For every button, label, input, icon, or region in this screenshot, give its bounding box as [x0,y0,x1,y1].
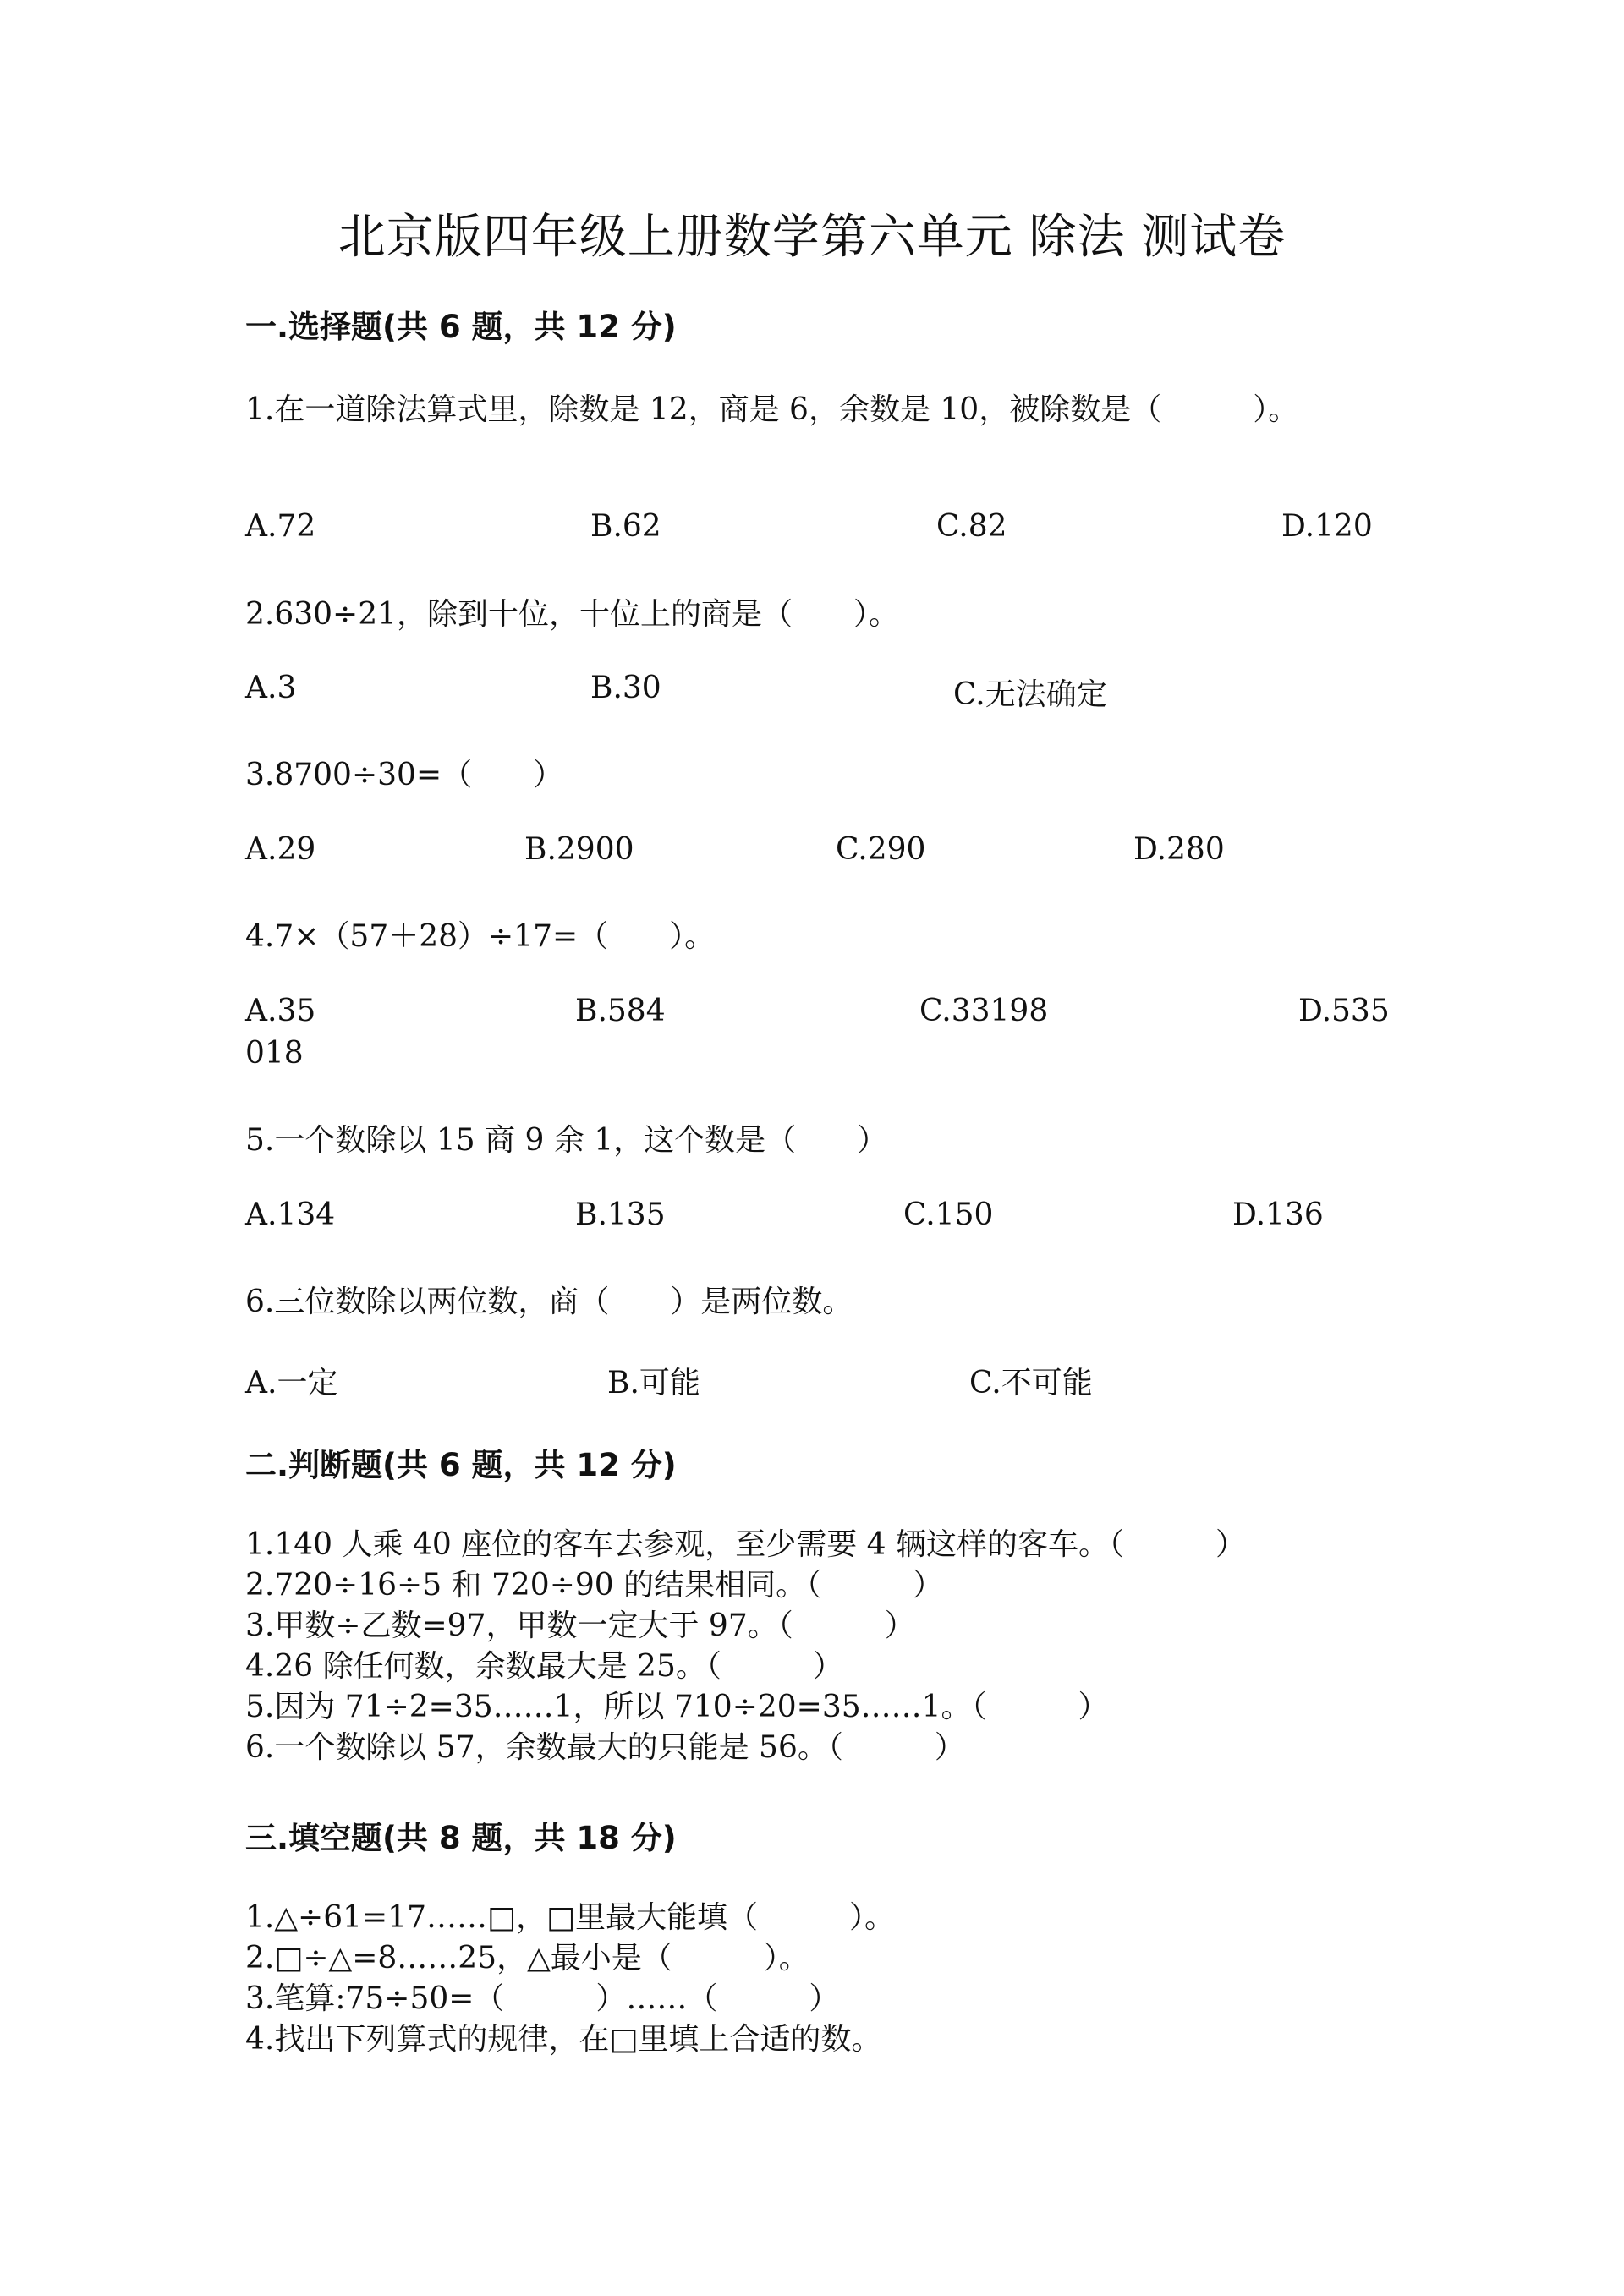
judge-item-4: 4.26 除任何数，余数最大是 25。（ ） [245,1649,843,1684]
choice-q5-option-b: B.135 [575,1197,666,1232]
choice-q5-option-d: D.136 [1232,1197,1324,1232]
fill-item-1: 1.△÷61=17……□，□里最大能填（ ）。 [245,1900,896,1935]
choice-q4-option-c: C.33198 [919,994,1049,1028]
choice-q2-option-b: B.30 [590,671,661,705]
choice-q4-option-a: A.35 [245,994,316,1028]
choice-question-6: 6.三位数除以两位数，商（ ）是两位数。 [245,1285,853,1319]
section-heading-choice: 一.选择题(共 6 题，共 12 分) [245,309,677,345]
choice-q2-option-a: A.3 [245,671,297,705]
choice-q1-option-c: C.82 [936,509,1007,544]
choice-question-4: 4.7×（57＋28）÷17=（ ）。 [245,919,716,954]
judge-item-3: 3.甲数÷乙数=97，甲数一定大于 97。（ ） [245,1608,915,1643]
choice-q4-option-d: D.535 [1298,994,1390,1028]
section-heading-judge: 二.判断题(共 6 题，共 12 分) [245,1447,677,1483]
judge-item-5: 5.因为 71÷2=35……1，所以 710÷20=35……1。（ ） [245,1690,1109,1724]
choice-q5-option-a: A.134 [245,1197,336,1232]
choice-q2-option-c: C.无法确定 [953,677,1107,712]
choice-question-3: 3.8700÷30=（ ） [245,758,564,792]
choice-q5-option-c: C.150 [903,1197,994,1232]
judge-item-6: 6.一个数除以 57，余数最大的只能是 56。（ ） [245,1730,965,1765]
choice-q4-option-d-wrap: 018 [245,1036,304,1071]
choice-q1-option-a: A.72 [245,509,316,544]
choice-question-5: 5.一个数除以 15 商 9 余 1，这个数是（ ） [245,1123,888,1158]
choice-question-2: 2.630÷21，除到十位，十位上的商是（ ）。 [245,597,900,632]
fill-item-4: 4.找出下列算式的规律，在□里填上合适的数。 [245,2022,882,2057]
choice-q3-option-a: A.29 [245,832,316,867]
choice-q6-option-a: A.一定 [245,1366,338,1400]
fill-item-2: 2.□÷△=8……25，△最小是（ ）。 [245,1941,809,1975]
choice-question-1: 1.在一道除法算式里，除数是 12，商是 6，余数是 10，被除数是（ ）。 [245,392,1299,427]
judge-item-2: 2.720÷16÷5 和 720÷90 的结果相同。（ ） [245,1568,944,1603]
choice-q1-option-b: B.62 [590,509,661,544]
choice-q4-option-b: B.584 [575,994,666,1028]
choice-q1-option-d: D.120 [1281,509,1373,544]
section-heading-fill: 三.填空题(共 8 题，共 18 分) [245,1820,677,1856]
choice-q6-option-b: B.可能 [607,1366,700,1400]
choice-q3-option-b: B.2900 [524,832,634,867]
fill-item-3: 3.笔算:75÷50=（ ）……（ ） [245,1981,840,2016]
choice-q3-option-d: D.280 [1133,832,1225,867]
choice-q6-option-c: C.不可能 [969,1366,1093,1400]
page-title: 北京版四年级上册数学第六单元 除法 测试卷 [337,210,1287,265]
choice-q3-option-c: C.290 [836,832,926,867]
judge-item-1: 1.140 人乘 40 座位的客车去参观，至少需要 4 辆这样的客车。（ ） [245,1527,1246,1562]
